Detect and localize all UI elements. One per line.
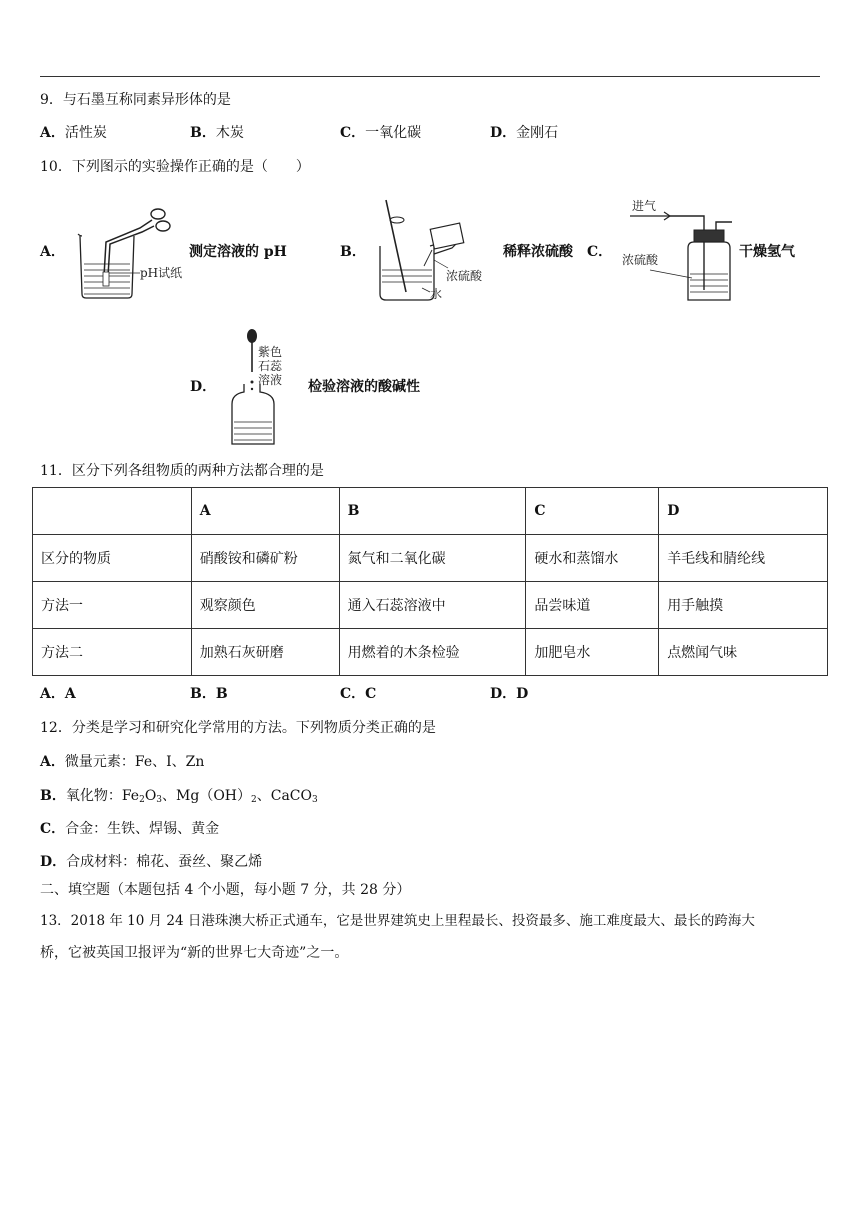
ph-test-figure (70, 198, 190, 304)
acid-label: 浓硫酸 (446, 269, 483, 283)
gas-drying-figure (620, 192, 738, 308)
q9-stem: 9．与石墨互称同素异形体的是 (40, 92, 231, 108)
drop-2 (251, 388, 253, 390)
q11-option-b[interactable]: B．B (190, 686, 228, 702)
table-header-c: C (526, 488, 659, 535)
indicator-label-2: 石蕊 (258, 359, 283, 373)
q13-line-2: 桥，它被英国卫报评为“新的世界七大奇迹”之一。 (40, 945, 349, 961)
acid-stream (424, 250, 432, 266)
indicator-label-3: 溶液 (258, 373, 283, 387)
test-bottle (232, 384, 274, 444)
gas-inlet-label: 进气 (632, 199, 657, 213)
table-cell: 点燃闻气味 (659, 629, 828, 676)
table-cell: 氮气和二氧化碳 (339, 535, 526, 582)
table-cell: 方法一 (33, 582, 192, 629)
q11-option-d[interactable]: D．D (490, 686, 529, 702)
q12-option-c[interactable]: C．合金：生铁、焊锡、黄金 (40, 821, 220, 837)
q12-stem: 12．分类是学习和研究化学常用的方法。下列物质分类正确的是 (40, 720, 436, 736)
header-rule (40, 76, 820, 77)
table-cell: 通入石蕊溶液中 (339, 582, 526, 629)
beaker-outline (80, 236, 134, 298)
q10-option-c-letter[interactable]: C． (587, 244, 613, 260)
ph-paper (103, 272, 109, 286)
dropper-bulb (247, 329, 257, 343)
q12-option-d[interactable]: D．合成材料：棉花、蚕丝、聚乙烯 (40, 854, 263, 870)
q10-option-a-caption: 测定溶液的 pH (189, 244, 287, 260)
ph-paper-label: pH试纸 (140, 266, 183, 280)
q11-option-a[interactable]: A．A (40, 686, 76, 702)
table-cell: 羊毛线和腈纶线 (659, 535, 828, 582)
table-cell: 用手触摸 (659, 582, 828, 629)
q10-option-a-letter[interactable]: A． (40, 244, 65, 260)
q10-stem: 10．下列图示的实验操作正确的是（ ） (40, 159, 310, 175)
table-row (33, 629, 828, 676)
conc-acid-label: 浓硫酸 (622, 253, 659, 267)
table-cell: 加肥皂水 (526, 629, 659, 676)
q9-option-c[interactable]: C．一氧化碳 (340, 125, 422, 141)
q12-option-b[interactable]: B．氧化物：$Fe_2O_3$、$Mg(OH)_2$、CaCO$_3$ (40, 788, 318, 805)
table-cell: 观察颜色 (191, 582, 339, 629)
table-cell: 硬水和蒸馏水 (526, 535, 659, 582)
q10-option-b-letter[interactable]: B． (340, 244, 366, 260)
table-cell: 用燃着的木条检验 (339, 629, 526, 676)
table-cell: 品尝味道 (526, 582, 659, 629)
table-cell: 方法二 (33, 629, 192, 676)
indicator-test-figure (226, 326, 308, 450)
table-row (33, 582, 828, 629)
table-cell: 硝酸铵和磷矿粉 (191, 535, 339, 582)
drop-1 (251, 381, 254, 384)
q10-option-c-caption: 干燥氢气 (739, 244, 795, 260)
tongs-ring-1 (151, 209, 165, 219)
q11-options (40, 684, 800, 704)
gas-bottle (688, 242, 730, 300)
tongs-ring-2 (156, 221, 170, 231)
q9-option-d[interactable]: D．金刚石 (490, 125, 559, 141)
section-heading: 二、填空题（本题包括 4 个小题，每小题 7 分，共 28 分） (40, 882, 411, 898)
q11-option-c[interactable]: C．C (340, 686, 377, 702)
q11-stem: 11．区分下列各组物质的两种方法都合理的是 (40, 463, 324, 479)
table-header-row (33, 488, 828, 535)
q9-option-a[interactable]: A．活性炭 (40, 125, 107, 141)
table-header-d: D (659, 488, 828, 535)
table-cell (33, 488, 192, 535)
table-header-b: B (339, 488, 526, 535)
indicator-label-1: 紫色 (258, 345, 283, 359)
q10-option-d-letter[interactable]: D． (190, 379, 217, 395)
table-row (33, 535, 828, 582)
stopper (694, 230, 724, 242)
glass-rod (386, 200, 406, 292)
q10-option-d-caption: 检验溶液的酸碱性 (308, 379, 420, 395)
q9-option-b[interactable]: B．木炭 (190, 125, 244, 141)
beaker-b (380, 246, 434, 300)
dilute-acid-figure (372, 196, 502, 306)
q13-line-1: 13．2018 年 10 月 24 日港珠澳大桥正式通车，它是世界建筑史上里程最长、投资最多、施工难度最大、最长的跨海大 (40, 913, 755, 929)
table-cell: 加熟石灰研磨 (191, 629, 339, 676)
q12-option-a[interactable]: A．微量元素：Fe、I、Zn (40, 754, 205, 770)
table-header-a: A (191, 488, 339, 535)
table-cell: 区分的物质 (33, 535, 192, 582)
q11-table (32, 487, 828, 676)
water-label: 水 (430, 287, 443, 301)
inlet-tube (670, 216, 704, 290)
acid-bottle (430, 223, 464, 249)
q10-option-b-caption: 稀释浓硫酸 (503, 244, 573, 260)
q9-options (40, 123, 800, 143)
rod-hand (390, 217, 404, 223)
